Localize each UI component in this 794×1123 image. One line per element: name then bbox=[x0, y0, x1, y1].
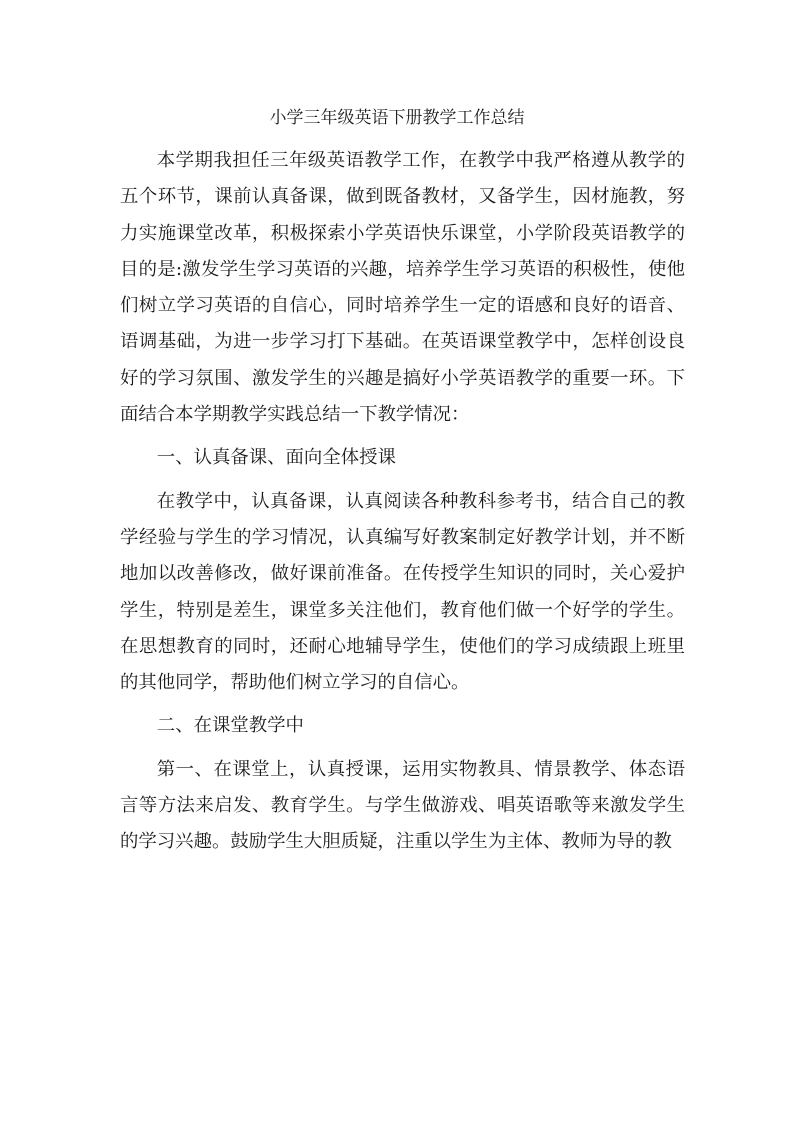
intro-paragraph: 本学期我担任三年级英语教学工作，在教学中我严格遵从教学的五个环节，课前认真备课，做到既备教材，又备学生，因材施教，努力实施课堂改革，积极探索小学英语快乐课堂，小学阶段英语教学的目的是:激发学生学习英语的兴趣，培养学生学习英语的积极性，使他们树立学习英语的自信心，同时培养学生一定的语感和良好的语音、语调基础，为进一步学习打下基础。在英语课堂教学中，怎样创设良好的学习氛围、激发学生的兴趣是搞好小学英语教学的重要一环。下面结合本学期教学实践总结一下教学情况： bbox=[120, 150, 685, 426]
section-heading-2: 二、在课堂教学中 bbox=[156, 715, 304, 737]
section-heading-1: 一、认真备课、面向全体授课 bbox=[156, 447, 396, 469]
section-paragraph-2: 第一、在课堂上，认真授课，运用实物教具、情景教学、体态语言等方法来启发、教育学生。与学生做游戏、唱英语歌等来激发学生的学习兴趣。鼓励学生大胆质疑，注重以学生为主体、教师为导的教 bbox=[120, 758, 685, 853]
section-paragraph-1: 在教学中，认真备课，认真阅读各种教科参考书，结合自己的教学经验与学生的学习情况，认真编写好教案制定好教学计划，并不断地加以改善修改，做好课前准备。在传授学生知识的同时，关心爱护学生，特别是差生，课堂多关注他们，教育他们做一个好学的学生。在思想教育的同时，还耐心地辅导学生，使他们的学习成绩跟上班里的其他同学，帮助他们树立学习的自信心。 bbox=[120, 490, 685, 694]
document-title: 小学三年级英语下册教学工作总结 bbox=[269, 108, 525, 128]
document-body bbox=[120, 143, 685, 861]
